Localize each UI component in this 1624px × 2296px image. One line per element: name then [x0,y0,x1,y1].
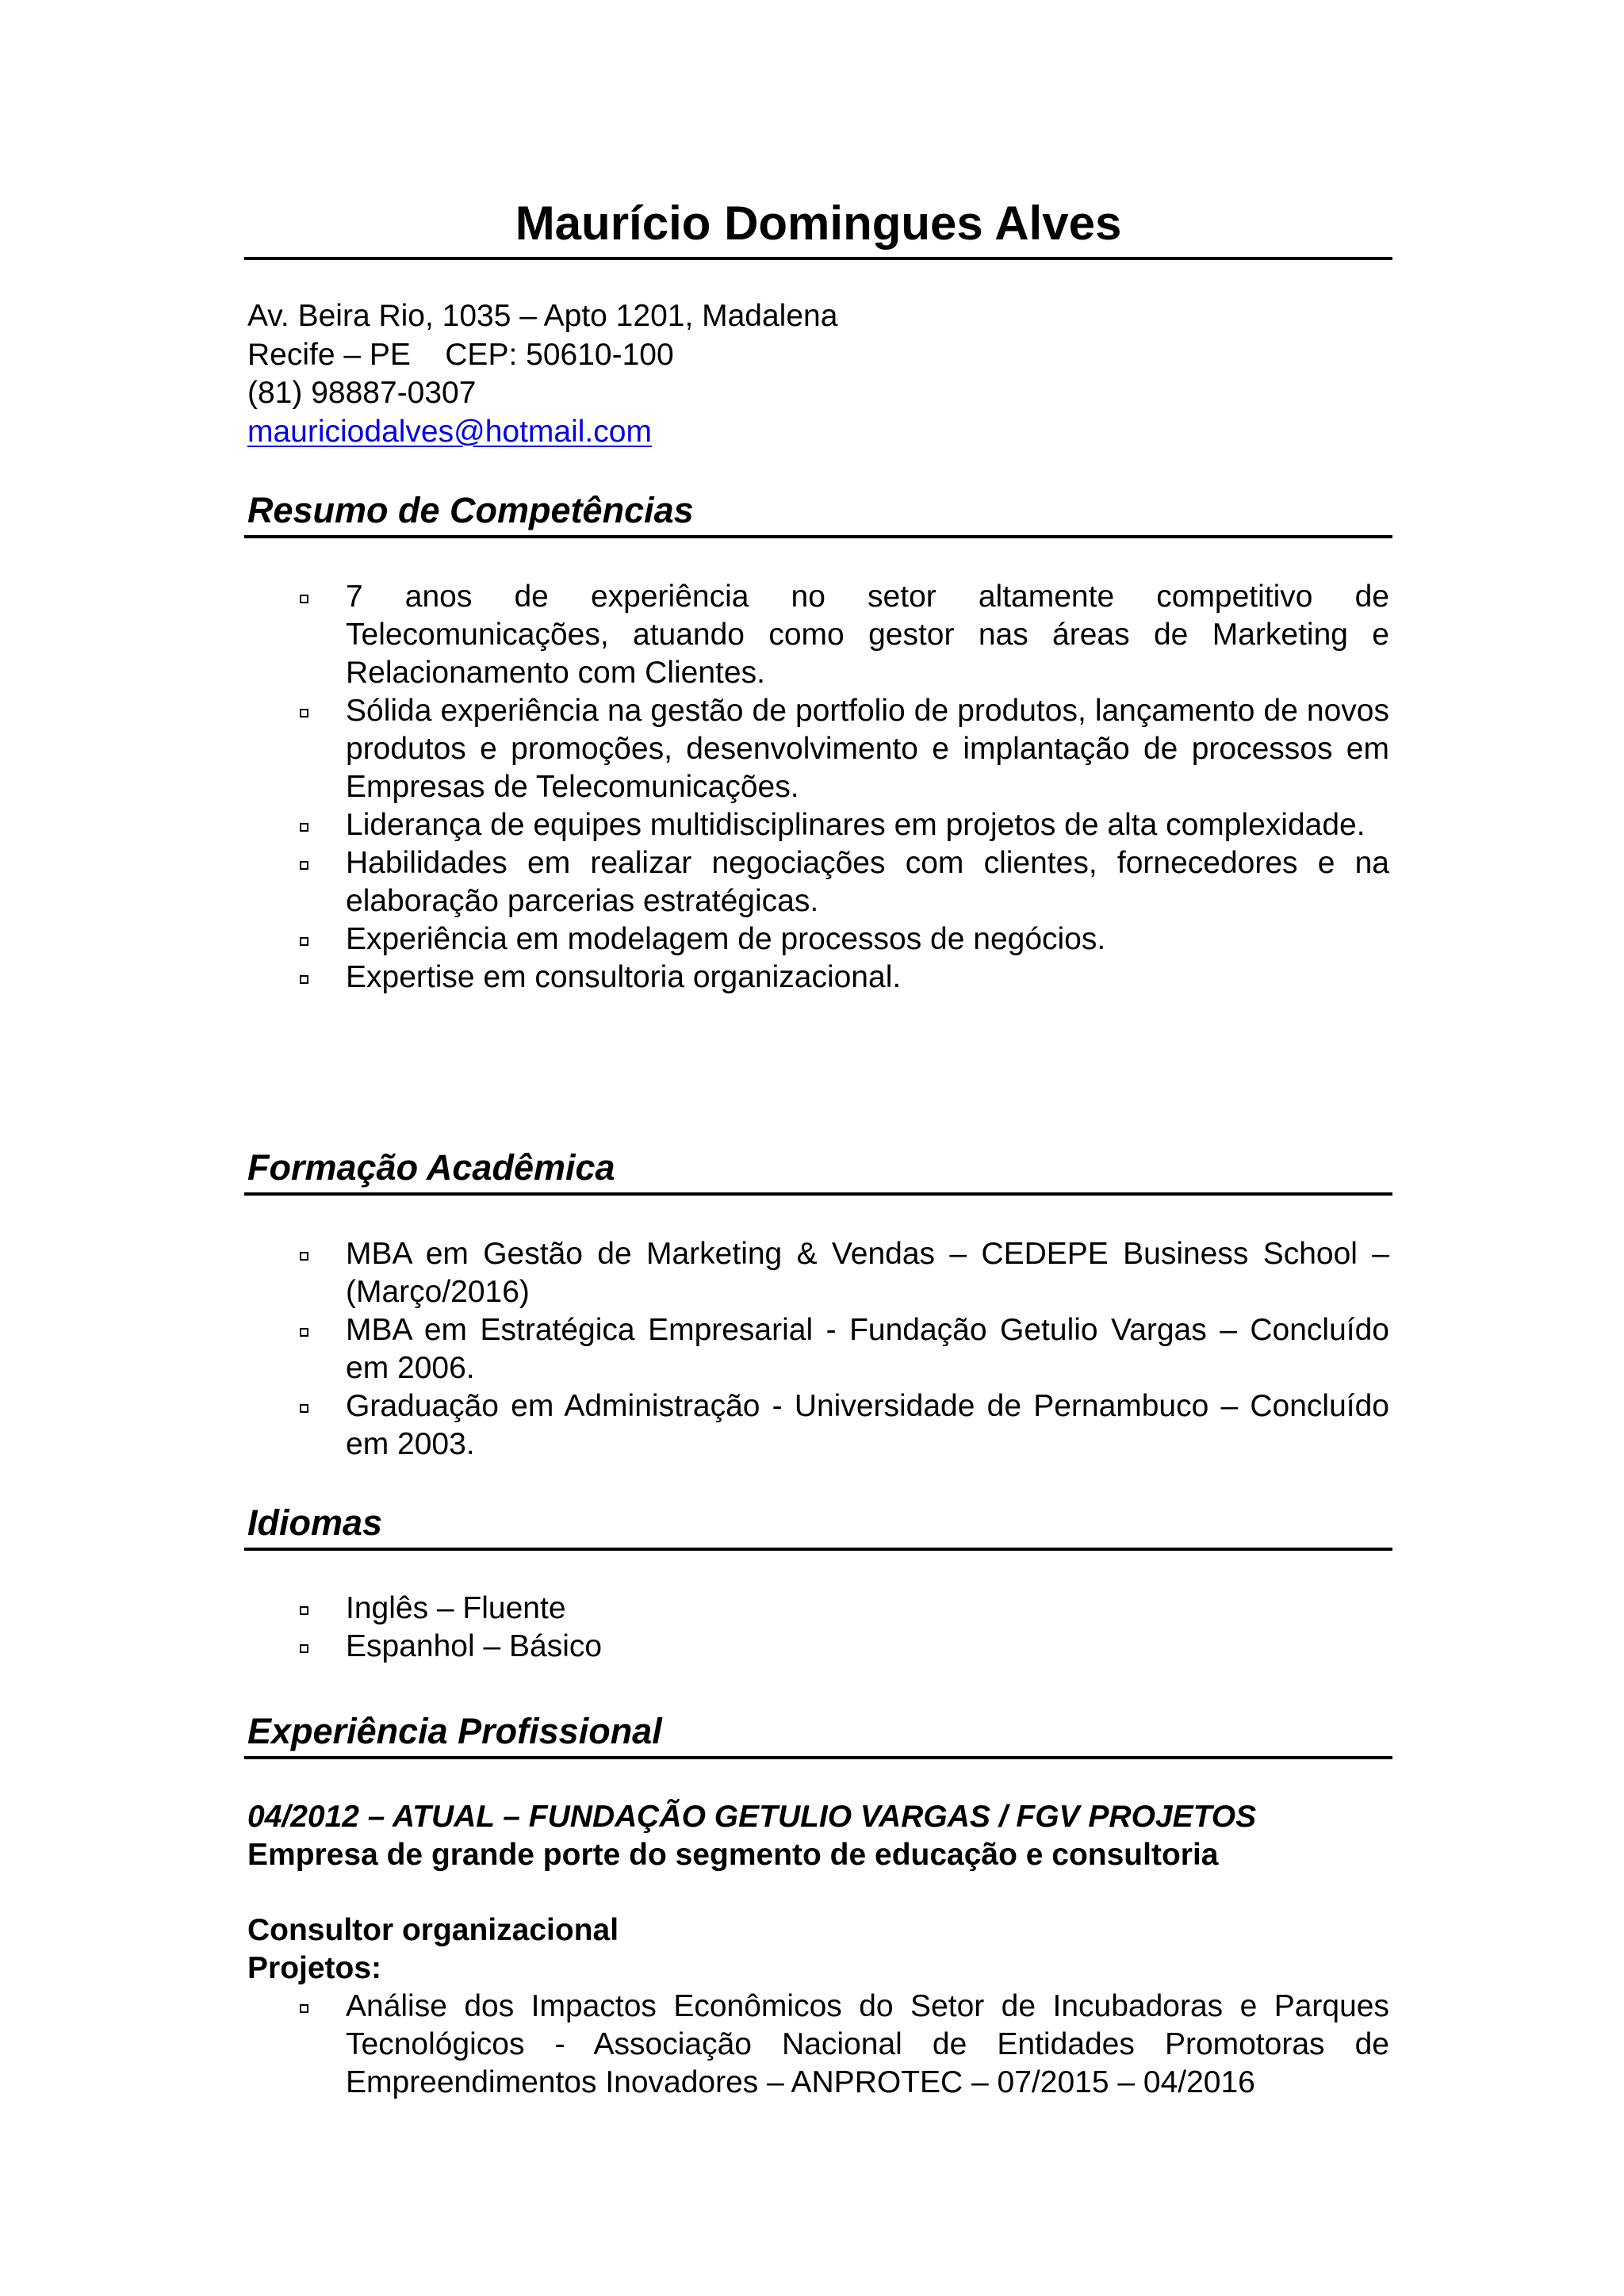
job-period-company: 04/2012 – ATUAL – FUNDAÇÃO GETULIO VARGAS / FGV PROJETOS [247,1800,1257,1834]
resume-name: Maurício Domingues Alves [515,197,1122,250]
list-item: Inglês – Fluente [244,1590,1389,1628]
address-line-2: Recife – PE CEP: 50610-100 [247,337,674,372]
checkbox-bullet-icon [300,823,308,832]
list-item: Sólida experiência na gestão de portfolio de produtos, lançamento de novos produtos e promoções, desenvolvimento e implantação de processos em Empresas de Telecomunicações. [244,692,1389,806]
section-divider-resumo [244,535,1392,538]
checkbox-bullet-icon [300,1606,308,1615]
list-item: Experiência em modelagem de processos de negócios. [244,920,1389,959]
section-title-formacao: Formação Acadêmica [247,1147,615,1188]
list-item: 7 anos de experiência no setor altamente competitivo de Telecomunicações, atuando como gestor nas áreas de Marketing e Relacionamento com Clientes. [244,578,1389,692]
company-description: Empresa de grande porte do segmento de educação e consultoria [247,1838,1219,1872]
idiomas-list [244,1590,1389,1666]
checkbox-bullet-icon [300,2004,308,2013]
section-title-idiomas: Idiomas [247,1502,383,1543]
formacao-list [244,1235,1389,1464]
list-item: MBA em Gestão de Marketing & Vendas – CEDEPE Business School – (Março/2016) [244,1235,1389,1311]
checkbox-bullet-icon [300,861,308,870]
checkbox-bullet-icon [300,937,308,946]
list-item: Análise dos Impactos Econômicos do Setor de Incubadoras e Parques Tecnológicos - Associação Nacional de Entidades Promotoras de Empreendimentos Inovadores – ANPROTEC – 07/2015 – 04/2016 [244,1988,1389,2102]
address-line-1: Av. Beira Rio, 1035 – Apto 1201, Madalena [247,299,838,333]
section-divider-experiencia [244,1756,1392,1759]
section-divider-idiomas [244,1548,1392,1551]
list-item: Liderança de equipes multidisciplinares em projetos de alta complexidade. [244,806,1389,844]
list-item: MBA em Estratégica Empresarial - Fundação Getulio Vargas – Concluído em 2006. [244,1311,1389,1387]
checkbox-bullet-icon [300,709,308,718]
section-title-experiencia: Experiência Profissional [247,1711,662,1751]
checkbox-bullet-icon [300,1252,308,1261]
checkbox-bullet-icon [300,975,308,984]
list-item: Espanhol – Básico [244,1628,1389,1666]
checkbox-bullet-icon [300,1328,308,1337]
projects-label: Projetos: [247,1951,382,1985]
projects-list [244,1988,1389,2102]
checkbox-bullet-icon [300,1644,308,1653]
section-divider-formacao [244,1192,1392,1196]
job-role: Consultor organizacional [247,1913,619,1947]
list-item: Graduação em Administração - Universidade de Pernambuco – Concluído em 2003. [244,1387,1389,1464]
resumo-list [244,578,1389,997]
list-item: Expertise em consultoria organizacional. [244,959,1389,997]
checkbox-bullet-icon [300,595,308,603]
email-link[interactable]: mauriciodalves@hotmail.com [247,414,652,449]
checkbox-bullet-icon [300,1404,308,1413]
list-item: Habilidades em realizar negociações com clientes, fornecedores e na elaboração parcerias estratégicas. [244,844,1389,920]
phone-number: (81) 98887-0307 [247,376,477,410]
contact-block [247,297,837,451]
section-title-resumo: Resumo de Competências [247,490,694,530]
name-divider [244,257,1392,260]
